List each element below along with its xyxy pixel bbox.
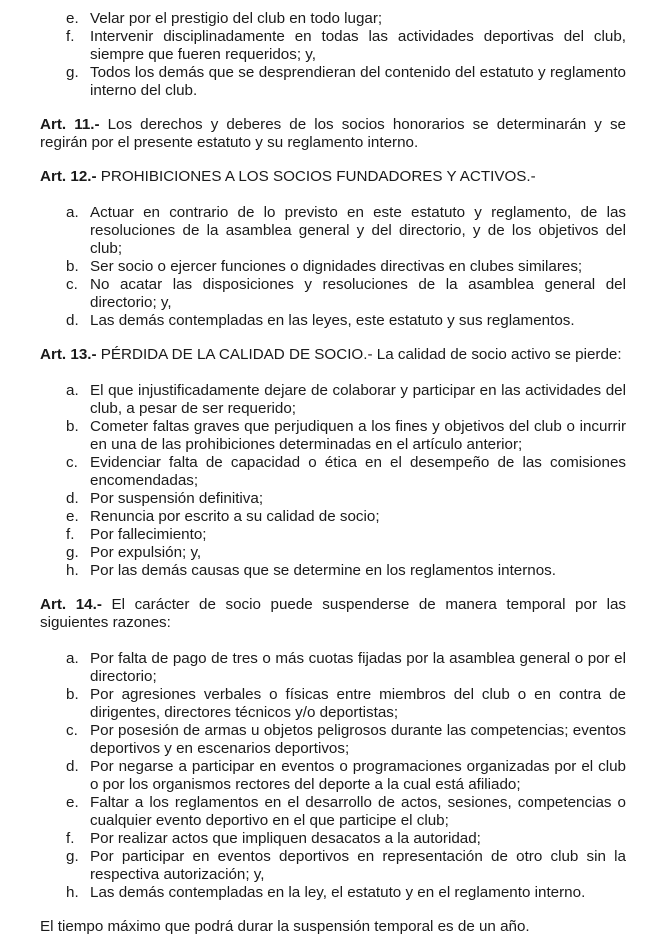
list-item	[66, 418, 626, 454]
article-text: PÉRDIDA DE LA CALIDAD DE SOCIO.- La calidad de socio activo se pierde:	[96, 346, 622, 363]
list-item	[66, 884, 626, 902]
article-13-list	[40, 382, 626, 580]
list-item-text: Todos los demás que se desprendieran del contenido del estatuto y reglamento interno del club.	[90, 64, 626, 99]
list-marker: h.	[66, 562, 79, 579]
list-item-text: El que injustificadamente dejare de colaborar y participar en las actividades del club, a pesar de ser requerido;	[90, 382, 626, 417]
list-marker: b.	[66, 418, 79, 435]
article-14-list	[40, 650, 626, 902]
list-item	[66, 686, 626, 722]
list-item	[66, 830, 626, 848]
list-item-text: No acatar las disposiciones y resoluciones de la asamblea general del directorio; y,	[90, 276, 626, 311]
list-item	[66, 276, 626, 312]
list-marker: f.	[66, 526, 75, 543]
list-item-text: Por agresiones verbales o físicas entre miembros del club o en contra de dirigentes, directores técnicos y/o deportistas;	[90, 686, 626, 721]
list-item-text: Ser socio o ejercer funciones o dignidades directivas en clubes similares;	[90, 258, 583, 275]
list-item-text: Cometer faltas graves que perjudiquen a los fines y objetivos del club o incurrir en una de las prohibiciones determinadas en el artículo anterior;	[90, 418, 626, 453]
closing-paragraph: El tiempo máximo que podrá durar la suspensión temporal es de un año.	[40, 918, 530, 935]
list-marker: g.	[66, 848, 79, 865]
list-marker: d.	[66, 490, 79, 507]
list-item-text: Por participar en eventos deportivos en representación de otro club sin la respectiva autorización; y,	[90, 848, 626, 883]
article-number: Art. 11.-	[40, 116, 100, 133]
list-item-text: Las demás contempladas en la ley, el estatuto y en el reglamento interno.	[90, 884, 586, 901]
list-item	[66, 794, 626, 830]
list-marker: c.	[66, 454, 78, 471]
list-item	[66, 454, 626, 490]
list-marker: e.	[66, 508, 79, 525]
article-number: Art. 13.-	[40, 346, 97, 363]
list-marker: g.	[66, 544, 79, 561]
list-item-text: Velar por el prestigio del club en todo lugar;	[90, 10, 383, 27]
list-item-text: Por fallecimiento;	[90, 526, 207, 543]
list-marker: d.	[66, 758, 79, 775]
list-item-text: Renuncia por escrito a su calidad de socio;	[90, 508, 380, 525]
list-marker: e.	[66, 794, 79, 811]
list-marker: b.	[66, 258, 79, 275]
list-item	[66, 848, 626, 884]
list-item-text: Por realizar actos que impliquen desacatos a la autoridad;	[90, 830, 481, 847]
list-item	[66, 382, 626, 418]
list-marker: d.	[66, 312, 79, 329]
list-item-text: Evidenciar falta de capacidad o ética en el desempeño de las comisiones encomendadas;	[90, 454, 626, 489]
list-item	[66, 490, 626, 508]
list-item-text: Faltar a los reglamentos en el desarrollo de actos, sesiones, competencias o cualquier evento deportivo en el que participe el club;	[90, 794, 626, 829]
list-marker: f.	[66, 28, 75, 45]
list-marker: c.	[66, 722, 78, 739]
list-item	[66, 562, 626, 580]
list-item	[66, 544, 626, 562]
article-11	[40, 116, 626, 152]
list-item	[66, 722, 626, 758]
article-number: Art. 12.-	[40, 168, 97, 185]
article-text: El carácter de socio puede suspenderse de manera temporal por las siguientes razones:	[40, 596, 626, 631]
article-12-heading	[40, 168, 626, 186]
article-text: Los derechos y deberes de los socios honorarios se determinarán y se regirán por el presente estatuto y su reglamento interno.	[40, 116, 626, 151]
list-item-text: Las demás contempladas en las leyes, este estatuto y sus reglamentos.	[90, 312, 575, 329]
list-item-text: Intervenir disciplinadamente en todas las actividades deportivas del club, siempre que fueren requeridos; y,	[90, 28, 626, 63]
article-text: PROHIBICIONES A LOS SOCIOS FUNDADORES Y ACTIVOS.-	[96, 168, 536, 185]
list-marker: b.	[66, 686, 79, 703]
list-marker: a.	[66, 650, 79, 667]
list-marker: c.	[66, 276, 78, 293]
continuation-list	[40, 10, 626, 100]
list-item	[66, 526, 626, 544]
list-item	[66, 312, 626, 330]
list-item-text: Por falta de pago de tres o más cuotas fijadas por la asamblea general o por el directorio;	[90, 650, 626, 685]
list-item	[66, 28, 626, 64]
list-item	[66, 10, 626, 28]
list-item	[66, 258, 626, 276]
list-marker: a.	[66, 382, 79, 399]
article-13-heading	[40, 346, 626, 364]
list-item-text: Por las demás causas que se determine en los reglamentos internos.	[90, 562, 556, 579]
list-marker: h.	[66, 884, 79, 901]
list-item	[66, 64, 626, 100]
list-marker: g.	[66, 64, 79, 81]
list-item-text: Por posesión de armas u objetos peligrosos durante las competencias; eventos deportivos y en escenarios deportivos;	[90, 722, 626, 757]
list-item	[66, 508, 626, 526]
list-item	[66, 758, 626, 794]
list-item-text: Por expulsión; y,	[90, 544, 202, 561]
list-marker: f.	[66, 830, 75, 847]
list-marker: a.	[66, 204, 79, 221]
list-item-text: Por negarse a participar en eventos o programaciones organizadas por el club o por los organismos rectores del deporte a la cual está afiliado;	[90, 758, 626, 793]
article-14-heading	[40, 596, 626, 632]
list-item	[66, 204, 626, 258]
list-item	[66, 650, 626, 686]
article-12-list	[40, 204, 626, 330]
list-item-text: Actuar en contrario de lo previsto en este estatuto y reglamento, de las resoluciones de la asamblea general y del directorio, y de los objetivos del club;	[90, 204, 626, 257]
list-marker: e.	[66, 10, 79, 27]
article-number: Art. 14.-	[40, 596, 102, 613]
list-item-text: Por suspensión definitiva;	[90, 490, 264, 507]
